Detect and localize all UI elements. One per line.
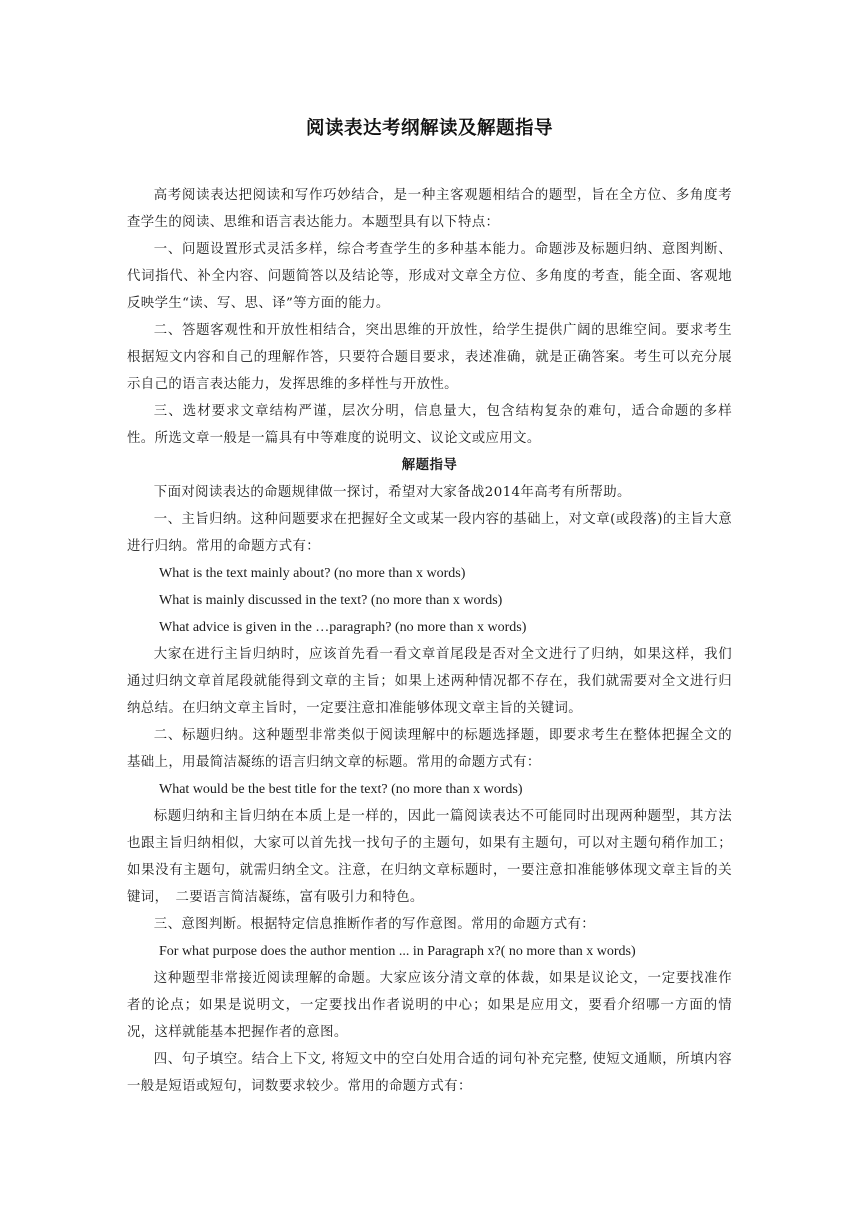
guide-item-2-note: 标题归纳和主旨归纳在本质上是一样的，因此一篇阅读表达不可能同时出现两种题型，其方法也跟主旨归纳相似，大家可以首先找一找句子的主题句，如果有主题句，可以对主题句稍作加工；如果没有主题句，就需归纳全文。注意，在归纳文章标题时，一要注意扣准能够体现文章主旨的关键词， 二要语言简洁凝练，富有吸引力和特色。	[127, 809, 732, 905]
guide-item-1-note: 大家在进行主旨归纳时，应该首先看一看文章首尾段是否对全文进行了归纳，如果这样，我们通过归纳文章首尾段就能得到文章的主旨；如果上述两种情况都不存在，我们就需要对全文进行归纳总结。在归纳文章主旨时，一定要注意扣准能够体现文章主旨的关键词。	[127, 647, 732, 716]
example-question: What is the text mainly about? (no more than x words)	[159, 566, 466, 581]
section-heading-guide: 解题指导	[401, 458, 458, 473]
intro-paragraph: 高考阅读表达把阅读和写作巧妙结合，是一种主客观题相结合的题型，旨在全方位、多角度考查学生的阅读、思维和语言表达能力。本题型具有以下特点：	[127, 188, 732, 230]
guide-item-3: 三、意图判断。根据特定信息推断作者的写作意图。常用的命题方式有：	[153, 917, 596, 932]
feature-paragraph-1: 一、问题设置形式灵活多样，综合考查学生的多种基本能力。命题涉及标题归纳、意图判断、代词指代、补全内容、问题简答以及结论等，形成对文章全方位、多角度的考查，能全面、客观地反映学生“读、写、思、译”等方面的能力。	[127, 242, 732, 311]
guide-item-2: 二、标题归纳。这种题型非常类似于阅读理解中的标题选择题，即要求考生在整体把握全文的基础上，用最简洁凝练的语言归纳文章的标题。常用的命题方式有：	[127, 728, 732, 770]
document-title: 阅读表达考纲解读及解题指导	[305, 118, 553, 139]
feature-paragraph-3: 三、选材要求文章结构严谨，层次分明，信息量大，包含结构复杂的难句，适合命题的多样性。所选文章一般是一篇具有中等难度的说明文、议论文或应用文。	[127, 404, 732, 446]
guide-item-4: 四、句子填空。结合上下文, 将短文中的空白处用合适的词句补充完整, 使短文通顺，所填内容一般是短语或短句，词数要求较少。常用的命题方式有：	[127, 1052, 732, 1094]
example-question: What is mainly discussed in the text? (no more than x words)	[159, 593, 503, 608]
example-question: What would be the best title for the text? (no more than x words)	[159, 782, 523, 797]
guide-lead-paragraph: 下面对阅读表达的命题规律做一探讨，希望对大家备战2014年高考有所帮助。	[153, 485, 631, 500]
guide-item-3-note: 这种题型非常接近阅读理解的命题。大家应该分清文章的体裁，如果是议论文，一定要找准作者的论点；如果是说明文，一定要找出作者说明的中心；如果是应用文，要看介绍哪一方面的情况，这样就能基本把握作者的意图。	[127, 971, 732, 1040]
example-question: For what purpose does the author mention ... in Paragraph x?( no more than x words)	[159, 944, 636, 959]
guide-item-1: 一、主旨归纳。这种问题要求在把握好全文或某一段内容的基础上，对文章(或段落)的主旨大意进行归纳。常用的命题方式有：	[127, 512, 732, 554]
example-question: What advice is given in the …paragraph? (no more than x words)	[159, 620, 527, 635]
feature-paragraph-2: 二、答题客观性和开放性相结合，突出思维的开放性，给学生提供广阔的思维空间。要求考生根据短文内容和自己的理解作答，只要符合题目要求，表述准确，就是正确答案。考生可以充分展示自己的语言表达能力，发挥思维的多样性与开放性。	[127, 323, 732, 392]
document-body	[127, 114, 732, 1100]
